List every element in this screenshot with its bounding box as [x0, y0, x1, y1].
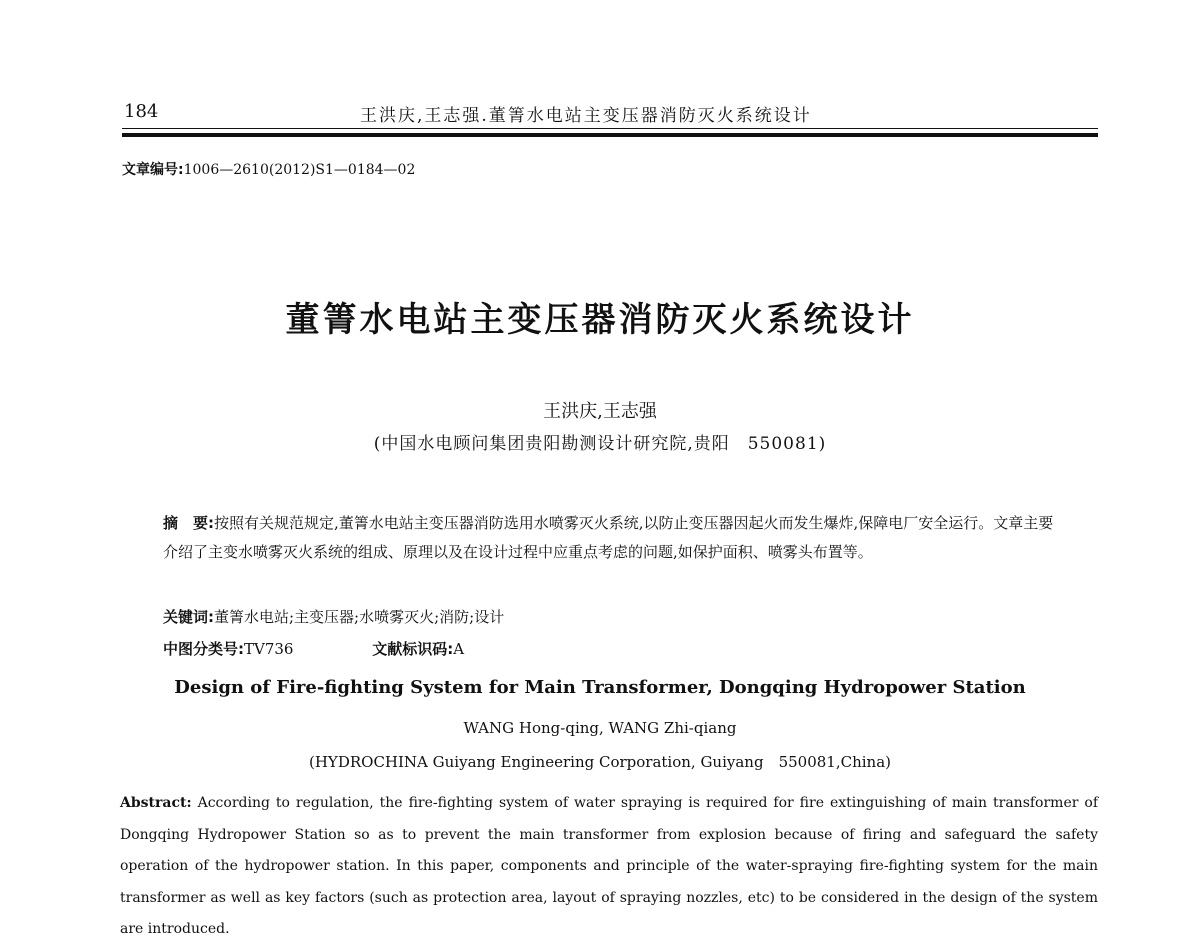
abstract-cn-label: 摘 要: [163, 514, 214, 532]
affiliation-cn: (中国水电顾问集团贵阳勘测设计研究院,贵阳 550081) [373, 434, 827, 454]
keywords-cn-label: 关键词: [163, 608, 214, 626]
keywords-cn [163, 606, 504, 627]
abstract-cn [163, 509, 1063, 567]
authors-cn: 王洪庆,王志强 [543, 401, 657, 422]
abstract-en [120, 788, 1098, 946]
doc-code-label: 文献标识码: [372, 640, 454, 658]
authors-en: WANG Hong-qing, WANG Zhi-qiang [463, 719, 737, 737]
article-number-label: 文章编号: [122, 162, 184, 178]
header-rule-thin [122, 128, 1098, 129]
abstract-cn-text: 按照有关规范规定,董箐水电站主变压器消防选用水喷雾灭火系统,以防止变压器因起火而发生爆炸,保障电厂安全运行。文章主要介绍了主变水喷雾灭火系统的组成、原理以及在设计过程中应重点考虑的问题,如保护面积、喷雾头布置等。 [163, 514, 1054, 561]
affiliation-en: (HYDROCHINA Guiyang Engineering Corporation, Guiyang 550081,China) [309, 753, 891, 771]
abstract-en-text: According to regulation, the fire-fighting system of water spraying is required for fire extinguishing of main transformer of Dongqing Hydropower Station so as to prevent the main transformer from explosion because of firing and safeguard the safety operation of the hydropower station. In this paper, components and principle of the water-spraying fire-fighting system for the main transformer as well as key factors (such as protection area, layout of spraying nozzles, etc) to be considered in the design of the system are introduced. [120, 795, 1099, 937]
keywords-cn-text: 董箐水电站;主变压器;水喷雾灭火;消防;设计 [214, 608, 505, 626]
page-number: 184 [124, 101, 159, 122]
paper-title-en: Design of Fire-fighting System for Main Transformer, Dongqing Hydropower Station [174, 677, 1026, 698]
running-head: 王洪庆,王志强.董箐水电站主变压器消防灭火系统设计 [360, 106, 812, 126]
classification-line [163, 638, 464, 659]
clc-value: TV736 [244, 640, 294, 658]
article-number [122, 159, 415, 179]
paper-title-cn: 董箐水电站主变压器消防灭火系统设计 [285, 300, 915, 340]
doc-code-value: A [453, 640, 465, 658]
header-rule-thick [122, 133, 1098, 137]
clc-label: 中图分类号: [163, 640, 244, 658]
abstract-en-label: Abstract: [120, 795, 192, 811]
article-number-value: 1006—2610(2012)S1—0184—02 [183, 162, 416, 178]
